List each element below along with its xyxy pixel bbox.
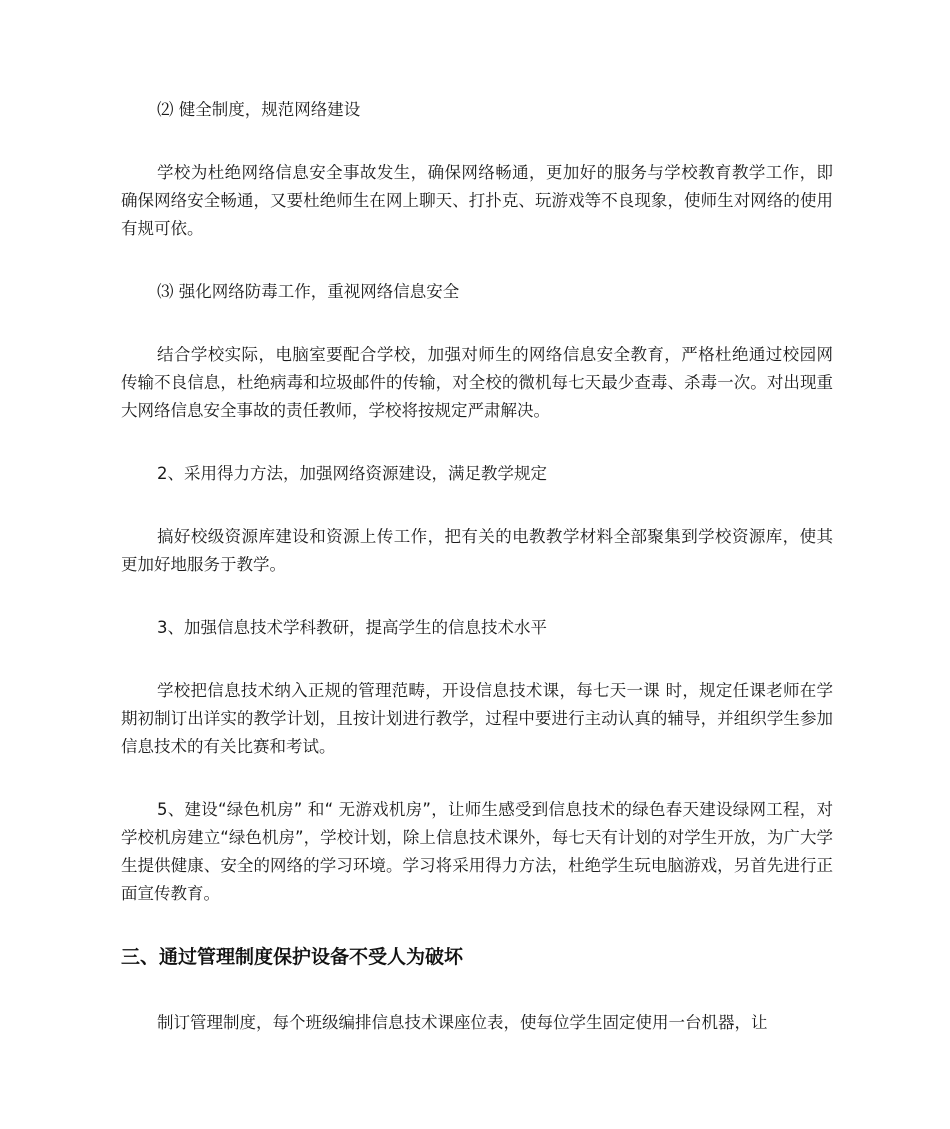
document-body [121,96,833,1037]
paragraph-network-rules: 学校为杜绝网络信息安全事故发生，确保网络畅通，更加好的服务与学校教育教学工作，即确保网络安全畅通，又要杜绝师生在网上聊天、打扑克、玩游戏等不良现象，使师生对网络的使用有规可依。 [121,163,833,238]
subheading-teaching-research: 3、加强信息技术学科教研，提高学生的信息技术水平 [157,618,547,637]
subheading-resources: 2、采用得力方法，加强网络资源建设，满足教学规定 [157,464,547,483]
paragraph-antivirus: 结合学校实际，电脑室要配合学校，加强对师生的网络信息安全教育，严格杜绝通过校园网传输不良信息，杜绝病毒和垃圾邮件的传输，对全校的微机每七天最少查毒、杀毒一次。对出现重大网络信息安全事故的责任教师，学校将按规定严肃解决。 [121,345,833,420]
paragraph-green-lab: 5、建设“绿色机房” 和“ 无游戏机房”，让师生感受到信息技术的绿色春天建设绿网工程，对学校机房建立“绿色机房”，学校计划，除上信息技术课外，每七天有计划的对学生开放，为广大学生提供健康、安全的网络的学习环境。学习将采用得力方法，杜绝学生玩电脑游戏，另首先进行正面宣传教育。 [121,800,833,903]
subheading-3: ⑶ 强化网络防毒工作，重视网络信息安全 [157,282,460,301]
paragraph-teaching-research: 学校把信息技术纳入正规的管理范畴，开设信息技术课，每七天一课 时，规定任课老师在学期初制订出详实的教学计划，且按计划进行教学，过程中要进行主动认真的辅导，并组织学生参加信息技术的有关比赛和考试。 [121,681,833,756]
paragraph-resources: 搞好校级资源库建设和资源上传工作，把有关的电教教学材料全部聚集到学校资源库，使其更加好地服务于教学。 [121,527,833,574]
subheading-2: ⑵ 健全制度，规范网络建设 [157,100,361,119]
section-heading: 三、通过管理制度保护设备不受人为破坏 [121,946,464,968]
paragraph-management: 制订管理制度，每个班级编排信息技术课座位表，使每位学生固定使用一台机器，让 [157,1013,768,1032]
